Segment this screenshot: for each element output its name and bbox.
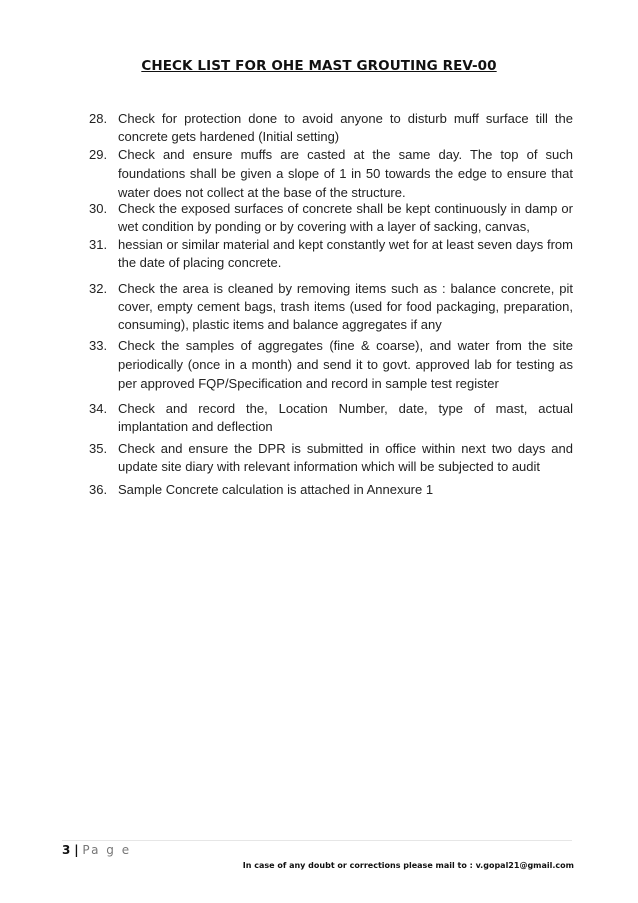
item-number: 31. xyxy=(89,237,108,252)
item-number: 29. xyxy=(89,147,108,162)
item-number: 28. xyxy=(89,111,108,126)
list-item xyxy=(89,236,573,272)
item-number: 34. xyxy=(89,401,108,416)
item-text: Check for protection done to avoid anyone to disturb muff surface till the concrete gets hardened (Initial setting) xyxy=(118,111,573,144)
item-text: Check and ensure the DPR is submitted in office within next two days and update site diary with relevant information which will be subjected to audit xyxy=(118,441,573,474)
list-item xyxy=(89,336,573,393)
item-number: 36. xyxy=(89,482,108,497)
item-text: Check the exposed surfaces of concrete shall be kept continuously in damp or wet condition by ponding or by covering with a layer of sacking, canvas, xyxy=(118,201,573,234)
item-number: 33. xyxy=(89,338,108,353)
list-item xyxy=(89,145,573,202)
item-number: 35. xyxy=(89,441,108,456)
item-text: Check the samples of aggregates (fine & coarse), and water from the site periodically (once in a month) and send it to govt. approved lab for testing as per approved FQP/Specification and record in sample test register xyxy=(118,338,573,391)
document-title: CHECK LIST FOR OHE MAST GROUTING REV-00 xyxy=(141,58,497,74)
list-item xyxy=(89,400,573,436)
footer-contact-note: In case of any doubt or corrections please mail to : v.gopal21@gmail.com xyxy=(242,861,574,870)
page-number: 3 xyxy=(62,843,71,857)
page-number-label xyxy=(62,843,131,857)
page-separator: | xyxy=(74,843,79,857)
item-text: hessian or similar material and kept constantly wet for at least seven days from the date of placing concrete. xyxy=(118,237,573,270)
item-text: Check the area is cleaned by removing items such as : balance concrete, pit cover, empty cement bags, trash items (used for food packaging, preparation, consuming), plastic items and balance aggregates if any xyxy=(118,281,573,332)
item-text: Check and ensure muffs are casted at the same day. The top of such foundations shall be given a slope of 1 in 50 towards the edge to ensure that water does not collect at the base of the structure. xyxy=(118,147,573,200)
list-item xyxy=(89,440,573,476)
footer-divider xyxy=(62,840,572,841)
item-text: Check and record the, Location Number, date, type of mast, actual implantation and deflection xyxy=(118,401,573,434)
item-number: 30. xyxy=(89,201,108,216)
list-item xyxy=(89,200,573,236)
item-number: 32. xyxy=(89,281,108,296)
page-word: Pa g e xyxy=(82,843,132,857)
list-item xyxy=(89,481,573,499)
item-text: Sample Concrete calculation is attached in Annexure 1 xyxy=(118,482,434,497)
list-item xyxy=(89,280,573,334)
list-item xyxy=(89,110,573,146)
